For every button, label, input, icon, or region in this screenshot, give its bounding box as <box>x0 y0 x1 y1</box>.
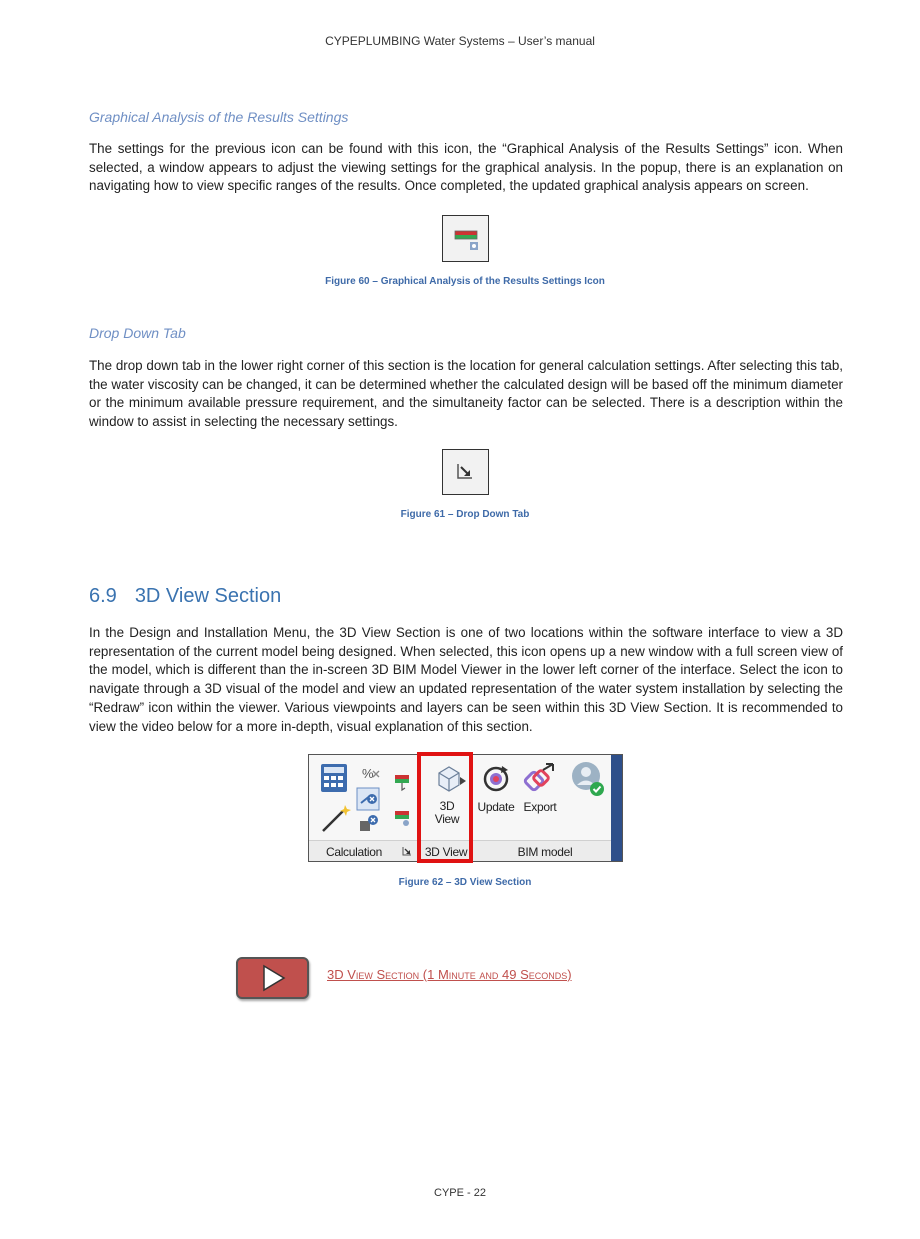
export-button[interactable]: Export <box>523 800 557 814</box>
pipe-check-icon <box>357 788 379 810</box>
update-button[interactable]: Update <box>477 800 515 814</box>
figure-62-caption: Figure 62 – 3D View Section <box>398 877 532 888</box>
calculator-icon <box>321 764 347 792</box>
section-title-text: 3D View Section <box>134 585 282 607</box>
svg-text:%: % <box>362 766 374 781</box>
update-icon <box>480 762 512 794</box>
results-settings-small-icon <box>395 811 409 826</box>
grid-delete-icon <box>360 815 378 831</box>
group-label-bim-model: BIM model <box>517 845 573 859</box>
section-title-3d-view <box>89 585 281 608</box>
ribbon-edge <box>611 755 622 861</box>
group-label-3d-view: 3D View <box>424 845 468 859</box>
3d-view-label-line2: View <box>434 812 460 826</box>
page-header: CYPEPLUMBING Water Systems – User’s manual <box>325 34 595 48</box>
results-settings-icon <box>442 215 489 262</box>
magic-wand-icon <box>323 805 351 831</box>
section-number: 6.9 <box>89 585 117 607</box>
figure-61-caption: Figure 61 – Drop Down Tab <box>400 509 530 520</box>
figure-60-caption: Figure 60 – Graphical Analysis of the Results Settings Icon <box>325 276 605 287</box>
drop-down-heading: Drop Down Tab <box>89 325 186 341</box>
dialog-launcher-icon <box>442 449 489 495</box>
play-icon <box>238 959 307 997</box>
3d-view-highlight <box>417 752 473 863</box>
page-footer: CYPE - 22 <box>434 1187 486 1199</box>
results-settings-paragraph: The settings for the previous icon can be found with this icon, the “Graphical Analysis of the Results Settings” icon. When selected, a window appears to adjust the viewing settings for the graphical analysis. In the popup, there is an explanation on navigating how to view specific ranges of the results. Once completed, the updated graphical analysis appears on screen. <box>89 141 843 194</box>
group-label-calculation: Calculation <box>325 845 383 859</box>
export-icon <box>523 762 557 794</box>
results-settings-heading: Graphical Analysis of the Results Settings <box>89 109 349 125</box>
video-link[interactable]: 3D View Section (1 Minute and 49 Seconds) <box>327 967 572 982</box>
percent-icon <box>362 766 379 781</box>
calculation-dialog-launcher-icon[interactable] <box>401 845 413 857</box>
3d-view-paragraph: In the Design and Installation Menu, the 3D View Section is one of two locations within the software interface to view a 3D representation of the current model being designed. When selected, this icon opens up a new window with a full screen view of the model, which is different than the in-screen 3D BIM Model Viewer in the lower left corner of the interface. Select the icon to navigate through a 3D visual of the model and view an updated representation of the water system installation by selecting the “Redraw” icon within the viewer. Various viewpoints and layers can be seen within this 3D View Section. It is recommended to view the video below for a more in-depth, visual explanation of this section. <box>89 625 843 734</box>
video-play-button[interactable] <box>236 957 309 999</box>
bim-user-icon <box>568 760 608 800</box>
results-color-icon <box>395 775 409 790</box>
3d-view-label-line1: 3D <box>439 799 455 813</box>
drop-down-paragraph: The drop down tab in the lower right corner of this section is the location for general calculation settings. After selecting this tab, the water viscosity can be changed, it can be determined whether the calculated design will be based off the minimum diameter or the minimum available pressure requirement, and the simultaneity factor can be selected. There is a description within the window to assist in selecting the necessary settings. <box>89 358 843 430</box>
